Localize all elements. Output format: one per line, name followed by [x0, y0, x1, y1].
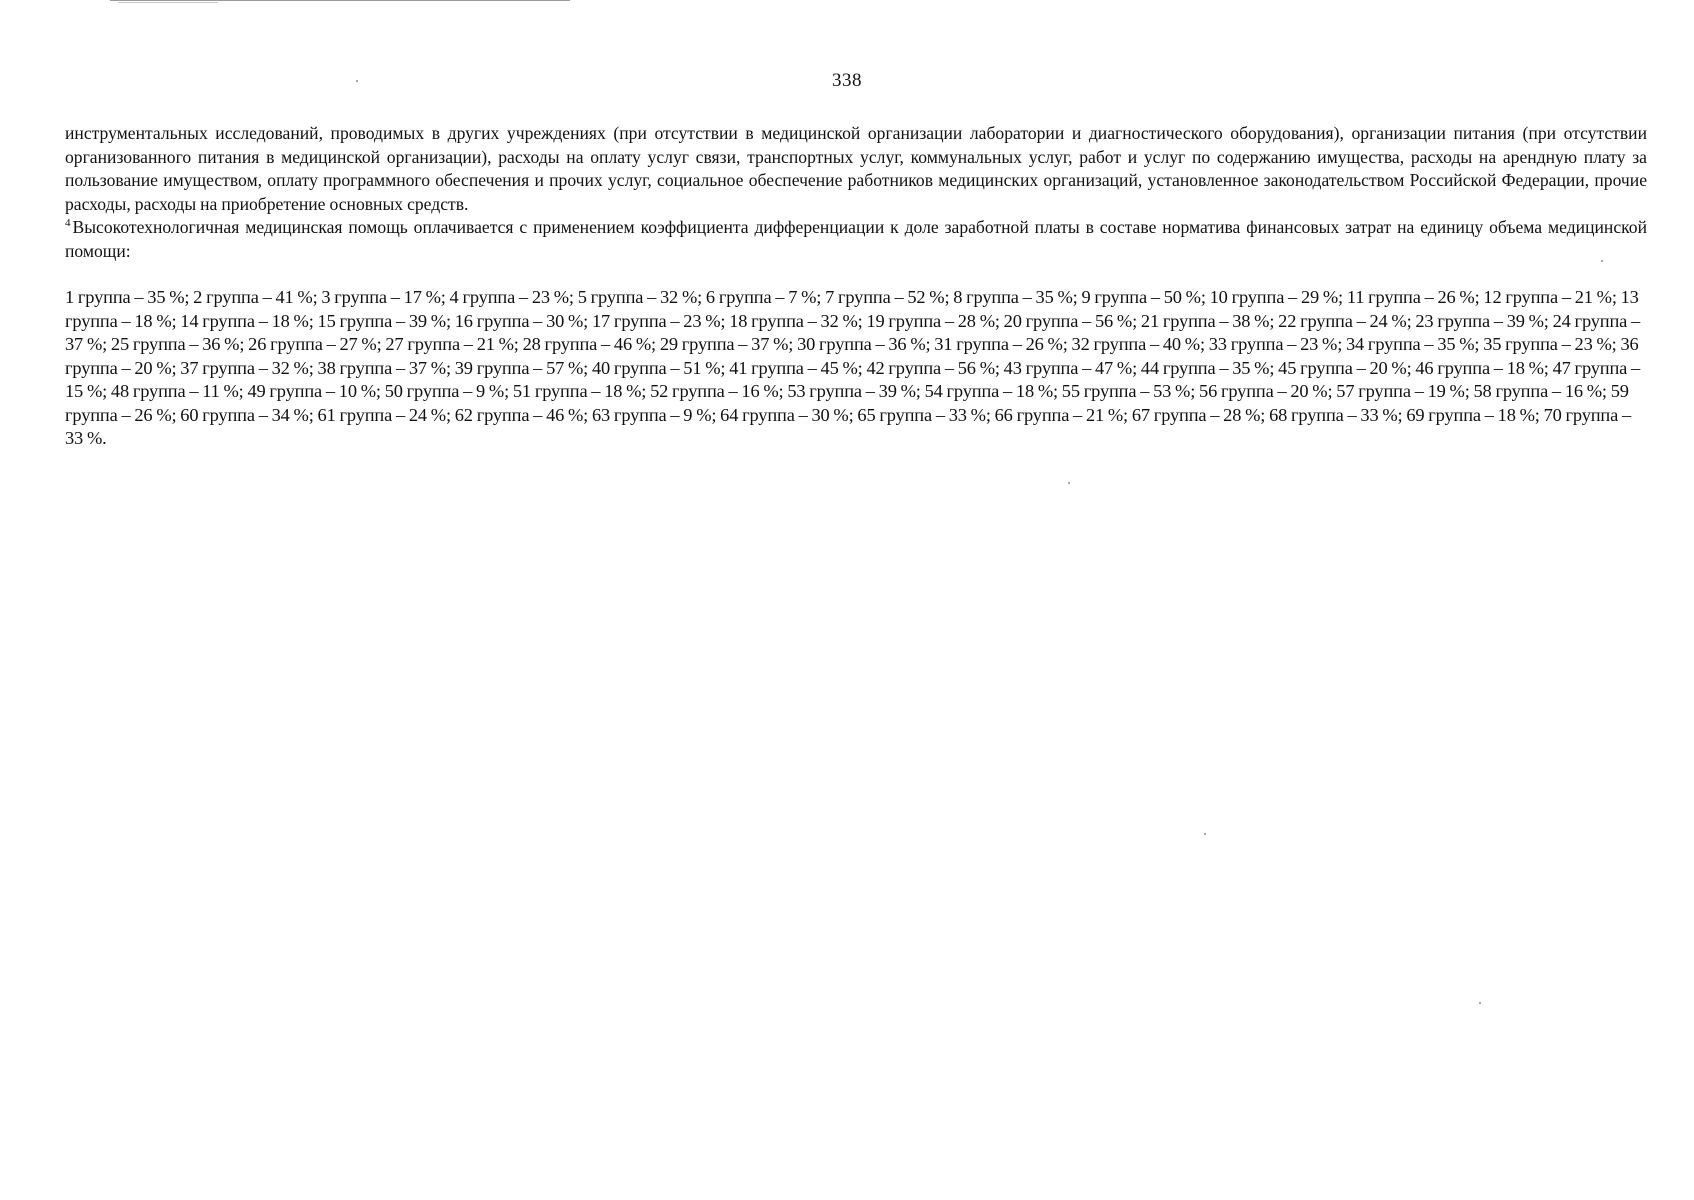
scan-edge-line: [110, 0, 570, 1]
group-coefficients-paragraph: 1 группа – 35 %; 2 группа – 41 %; 3 группа – 17 %; 4 группа – 23 %; 5 группа – 32 %; 6 группа – 7 %; 7 группа – 52 %; 8 группа – 35 %; 9 группа – 50 %; 10 группа – 29 %; 11 группа – 26 %; 12 группа – 21 %; 13 группа – 18 %; 14 группа – 18 %; 15 группа – 39 %; 16 группа – 30 %; 17 группа – 23 %; 18 группа – 32 %; 19 группа – 28 %; 20 группа – 56 %; 21 группа – 38 %; 22 группа – 24 %; 23 группа – 39 %; 24 группа – 37 %; 25 группа – 36 %; 26 группа – 27 %; 27 группа – 21 %; 28 группа – 46 %; 29 группа – 37 %; 30 группа – 36 %; 31 группа – 26 %; 32 группа – 40 %; 33 группа – 23 %; 34 группа – 35 %; 35 группа – 23 %; 36 группа – 20 %; 37 группа – 32 %; 38 группа – 37 %; 39 группа – 57 %; 40 группа – 51 %; 41 группа – 45 %; 42 группа – 56 %; 43 группа – 47 %; 44 группа – 35 %; 45 группа – 20 %; 46 группа – 18 %; 47 группа – 15 %; 48 группа – 11 %; 49 группа – 10 %; 50 группа – 9 %; 51 группа – 18 %; 52 группа – 16 %; 53 группа – 39 %; 54 группа – 18 %; 55 группа – 53 %; 56 группа – 20 %; 57 группа – 19 %; 58 группа – 16 %; 59 группа – 26 %; 60 группа – 34 %; 61 группа – 24 %; 62 группа – 46 %; 63 группа – 9 %; 64 группа – 30 %; 65 группа – 33 %; 66 группа – 21 %; 67 группа – 28 %; 68 группа – 33 %; 69 группа – 18 %; 70 группа – 33 %.: [65, 287, 1641, 448]
scan-speck: [356, 80, 358, 82]
scan-speck: [1479, 1002, 1481, 1004]
page-number: 338: [832, 70, 862, 91]
scan-speck: [1601, 260, 1603, 262]
scan-speck: [1068, 482, 1070, 484]
continuation-paragraph: инструментальных исследований, проводимых в других учреждениях (при отсутствии в медицинской организации лаборатории и диагностического оборудования), организации питания (при отсутствии организованного питания в медицинской организации), расходы на оплату услуг связи, транспортных услуг, коммунальных услуг, работ и услуг по содержанию имущества, расходы на арендную плату за пользование имуществом, оплату программного обеспечения и прочих услуг, социальное обеспечение работников медицинских организаций, установленное законодательством Российской Федерации, прочие расходы, расходы на приобретение основных средств.: [65, 123, 1647, 214]
footnote-marker: 4: [65, 217, 71, 230]
footnote-text: Высокотехнологичная медицинская помощь оплачивается с применением коэффициента дифференциации к доле заработной платы в составе норматива финансовых затрат на единицу объема медицинской помощи:: [65, 217, 1647, 261]
footnote-paragraph: [65, 216, 1647, 263]
scan-edge-line-faint: [118, 2, 218, 3]
scan-speck: [1204, 833, 1206, 835]
